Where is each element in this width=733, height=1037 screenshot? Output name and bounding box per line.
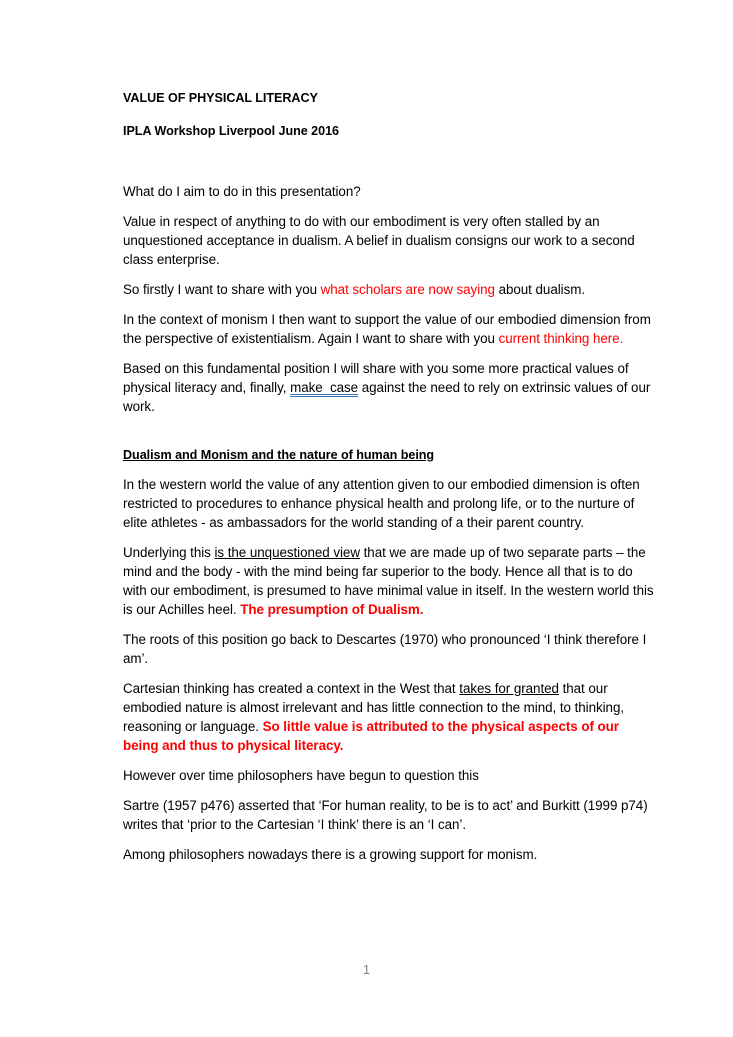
- page-number: 1: [363, 963, 370, 977]
- section-paragraph-3: The roots of this position go back to Descartes (1970) who pronounced ‘I think therefore I am’.: [123, 632, 647, 666]
- section-paragraph-7: Among philosophers nowadays there is a growing support for monism.: [123, 847, 538, 862]
- intro-paragraph-2-emphasis: what scholars are now saying: [320, 282, 495, 297]
- intro-paragraph-2: [123, 280, 658, 299]
- intro-paragraph-2-text-b: about dualism.: [494, 282, 585, 297]
- section-paragraph-4-text-b: that our embodied nature is almost irrelevant and has little connection to the mind, to thinking, reasoning or language.: [123, 681, 625, 734]
- intro-paragraph-3: [123, 310, 658, 348]
- intro-paragraph-4-text-a: Based on this fundamental position I will share with you some more practical values of physical literacy and, finally,: [123, 361, 629, 395]
- section-paragraph-2: [123, 543, 658, 619]
- intro-paragraph-4: [123, 359, 658, 416]
- section-paragraph-6: Sartre (1957 p476) asserted that ‘For human reality, to be is to act’ and Burkitt (1999 p74) writes that ‘prior to the Cartesian ‘I think’ there is an ‘I can’.: [123, 798, 648, 832]
- document-title: VALUE OF PHYSICAL LITERACY: [123, 91, 318, 105]
- intro-paragraph-2-text-a: So firstly I want to share with you: [123, 282, 321, 297]
- section-heading: Dualism and Monism and the nature of human being: [123, 448, 435, 462]
- intro-paragraph-4-text-b: against the need to rely on extrinsic values of our work.: [123, 380, 651, 414]
- intro-paragraph-1: Value in respect of anything to do with our embodiment is very often stalled by an unquestioned acceptance in dualism. A belief in dualism consigns our work to a second class enterprise.: [123, 214, 635, 267]
- intro-paragraph-3-emphasis: current thinking here.: [498, 331, 624, 346]
- section-paragraph-2-text-a: Underlying this: [123, 545, 215, 560]
- section-paragraph-2-underlined: is the unquestioned view: [214, 545, 360, 560]
- section-paragraph-5: However over time philosophers have begun to question this: [123, 768, 479, 783]
- document-subtitle: IPLA Workshop Liverpool June 2016: [123, 124, 339, 138]
- section-paragraph-1: In the western world the value of any attention given to our embodied dimension is often restricted to procedures to enhance physical health and prolong life, or to the nurture of elite athletes - as ambassadors for the world standing of a their parent country.: [123, 477, 640, 530]
- section-paragraph-4: [123, 679, 658, 755]
- document-body: [123, 89, 658, 875]
- section-paragraph-4-emphasis: So little value is attributed to the physical aspects of our being and thus to physical literacy.: [123, 719, 619, 753]
- grammar-flagged-text[interactable]: make case: [290, 380, 359, 395]
- intro-question: What do I aim to do in this presentation?: [123, 184, 361, 199]
- intro-paragraph-3-text-a: In the context of monism I then want to support the value of our embodied dimension from the perspective of existentialism. Again I want to share with you: [123, 312, 651, 346]
- section-paragraph-4-underlined: takes for granted: [459, 681, 559, 696]
- section-paragraph-2-text-b: that we are made up of two separate parts – the mind and the body - with the mind being far superior to the body. Hence all that is to do with our embodiment, is presumed to have minimal value in itself. In the western world this is our Achilles heel.: [123, 545, 654, 617]
- section-paragraph-2-emphasis: The presumption of Dualism.: [240, 602, 424, 617]
- section-paragraph-4-text-a: Cartesian thinking has created a context in the West that: [123, 681, 460, 696]
